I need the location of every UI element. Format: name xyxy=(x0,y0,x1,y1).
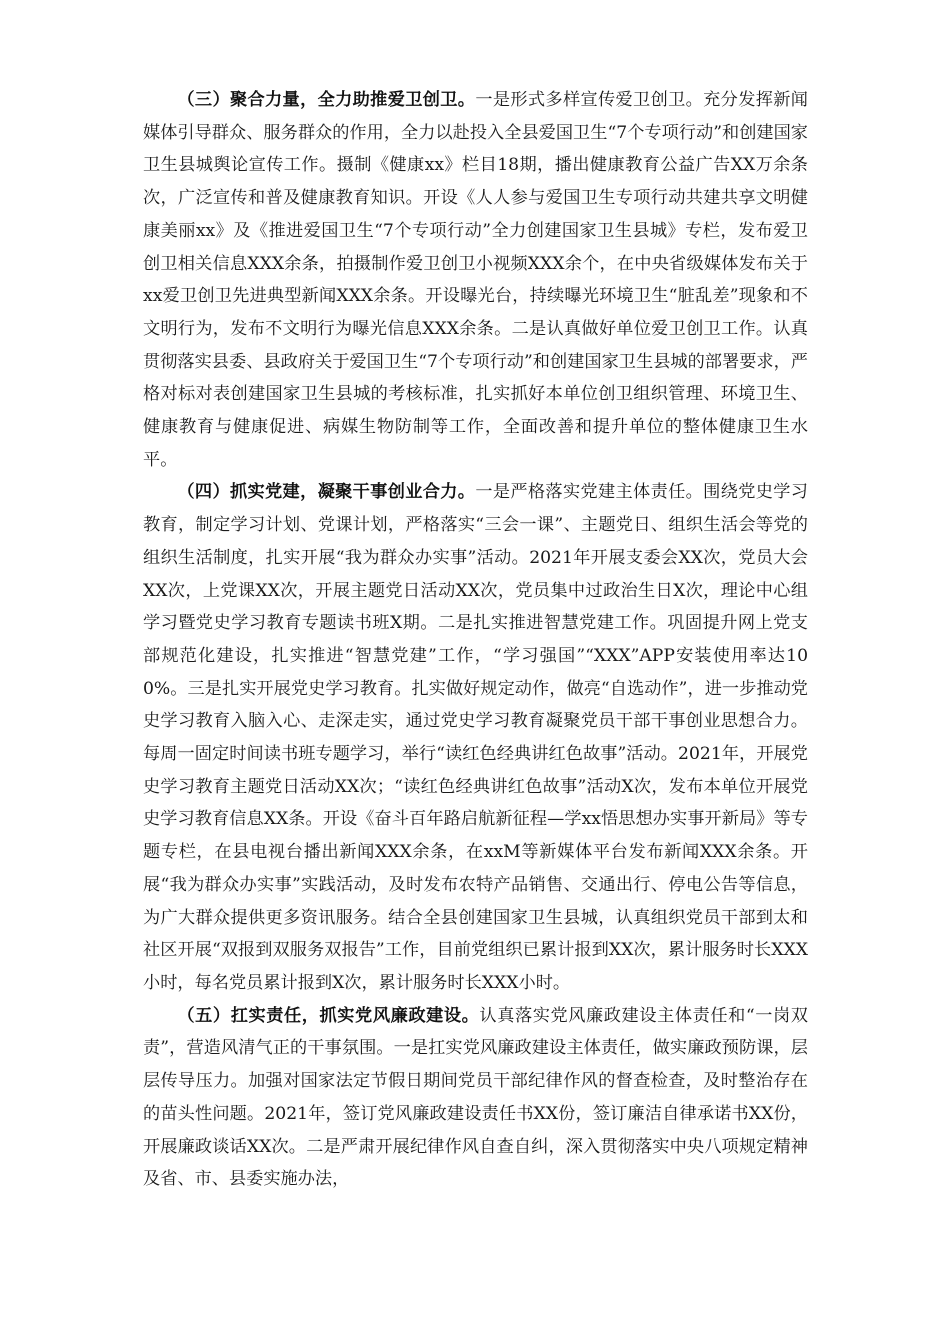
paragraph-section-3 xyxy=(143,84,808,476)
section-heading-5: （五）扛实责任，抓实党风廉政建设。 xyxy=(177,1005,480,1026)
document-body xyxy=(143,84,808,1196)
section-body-5: 认真落实党风廉政建设主体责任和“一岗双责”，营造风清气正的干事氛围。一是扛实党风廉政建设主体责任，做实廉政预防课，层层传导压力。加强对国家法定节假日期间党员干部纪律作风的督查检查，及时整治存在的苗头性问题。2021年，签订党风廉政建设责任书XX份，签订廉洁自律承诺书XX份，开展廉政谈话XX次。二是严肃开展纪律作风自查自纠，深入贯彻落实中央八项规定精神及省、市、县委实施办法， xyxy=(143,1005,808,1190)
paragraph-section-5 xyxy=(143,1000,808,1196)
section-body-3: 一是形式多样宣传爱卫创卫。充分发挥新闻媒体引导群众、服务群众的作用，全力以赴投入全县爱国卫生“7个专项行动”和创建国家卫生县城舆论宣传工作。摄制《健康xx》栏目18期，播出健康教育公益广告XX万余条次，广泛宣传和普及健康教育知识。开设《人人参与爱国卫生专项行动共建共享文明健康美丽xx》及《推进爱国卫生“7个专项行动”全力创建国家卫生县城》专栏，发布爱卫创卫相关信息XXX余条，拍摄制作爱卫创卫小视频XXX余个，在中央省级媒体发布关于xx爱卫创卫先进典型新闻XXX余条。开设曝光台，持续曝光环境卫生“脏乱差”现象和不文明行为，发布不文明行为曝光信息XXX余条。二是认真做好单位爱卫创卫工作。认真贯彻落实县委、县政府关于爱国卫生“7个专项行动”和创建国家卫生县城的部署要求，严格对标对表创建国家卫生县城的考核标准，扎实抓好本单位创卫组织管理、环境卫生、健康教育与健康促进、病媒生物防制等工作，全面改善和提升单位的整体健康卫生水平。 xyxy=(143,90,808,470)
section-heading-3: （三）聚合力量，全力助推爱卫创卫。 xyxy=(177,90,476,110)
section-heading-4: （四）抓实党建，凝聚干事创业合力。 xyxy=(177,482,476,503)
section-body-4: 一是严格落实党建主体责任。围绕党史学习教育，制定学习计划、党课计划，严格落实“三会一课”、主题党日、组织生活会等党的组织生活制度，扎实开展“我为群众办实事”活动。2021年开展支委会XX次，党员大会XX次，上党课XX次，开展主题党日活动XX次，党员集中过政治生日X次，理论中心组学习暨党史学习教育专题读书班X期。二是扎实推进智慧党建工作。巩固提升网上党支部规范化建设，扎实推进“智慧党建”工作，“学习强国”“XXX”APP安装使用率达100%。三是扎实开展党史学习教育。扎实做好规定动作，做亮“自选动作”，进一步推动党史学习教育入脑入心、走深走实，通过党史学习教育凝聚党员干部干事创业思想合力。每周一固定时间读书班专题学习，举行“读红色经典讲红色故事”活动。2021年，开展党史学习教育主题党日活动XX次；“读红色经典讲红色故事”活动X次，发布本单位开展党史学习教育信息XX条。开设《奋斗百年路启航新征程—学xx悟思想办实事开新局》等专题专栏，在县电视台播出新闻XXX余条，在xxM等新媒体平台发布新闻XXX余条。开展“我为群众办实事”实践活动，及时发布农特产品销售、交通出行、停电公告等信息，为广大群众提供更多资讯服务。结合全县创建国家卫生县城，认真组织党员干部到太和社区开展“双报到双服务双报告”工作，目前党组织已累计报到XX次，累计服务时长XXX小时，每名党员累计报到X次，累计服务时长XXX小时。 xyxy=(143,482,808,993)
paragraph-section-4 xyxy=(143,476,808,999)
